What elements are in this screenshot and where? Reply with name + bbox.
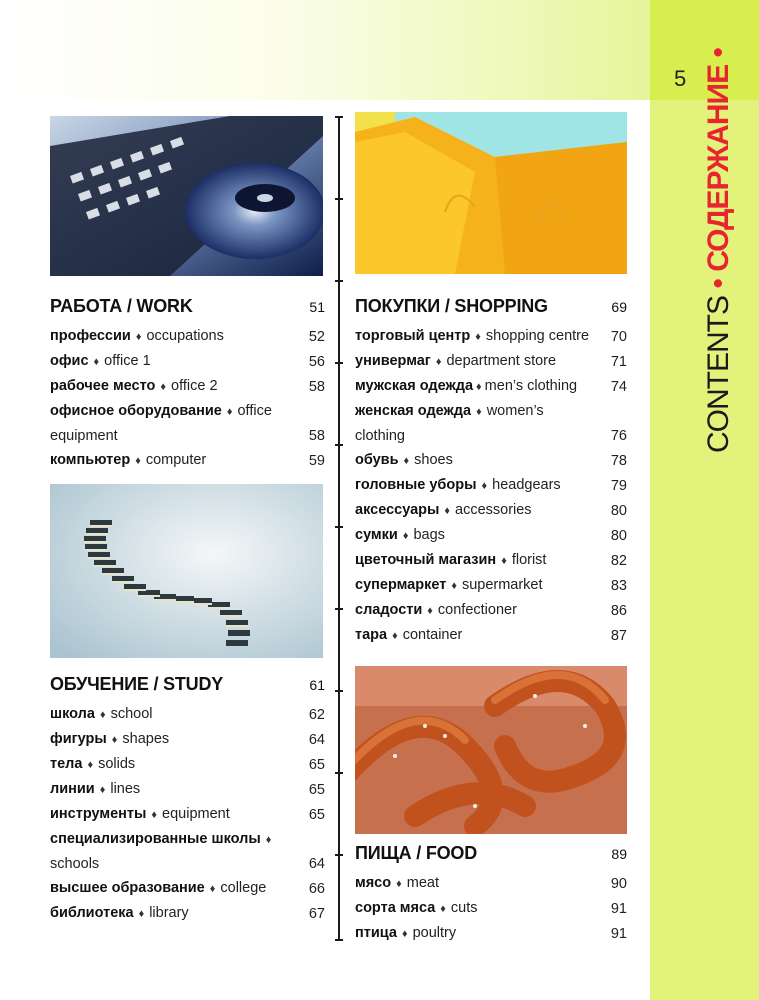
toc-entry[interactable]: сумки ♦ bags 80 [355,527,627,544]
section-study [50,674,325,926]
contents-label: CONTENTS [702,296,735,453]
laptop-photo [50,116,323,276]
top-band [0,0,650,100]
toc-entry[interactable]: специализированные школы ♦ schools 64 [50,831,325,872]
pretzels-photo [355,666,627,834]
toc-entry[interactable]: библиотека ♦ library 67 [50,905,325,922]
toc-entry[interactable]: универмаг ♦ department store 71 [355,353,627,370]
toc-entry[interactable]: инструменты ♦ equipment 65 [50,806,325,823]
toc-entry[interactable]: рабочее место ♦ office 2 58 [50,378,325,395]
toc-entry[interactable]: цветочный магазин ♦ florist 82 [355,552,627,569]
toc-entry[interactable]: тара ♦ container 87 [355,627,627,644]
toc-entry[interactable]: мужская одежда ♦ men’s clothing 74 [355,378,627,395]
side-title: CONTENTS • СОДЕРЖАНИЕ • [702,48,735,453]
section-shopping [355,296,627,648]
section-heading: ОБУЧЕНИЕ / STUDY 61 [50,674,325,694]
toc-entry[interactable]: офис ♦ office 1 56 [50,353,325,370]
section-heading: ПОКУПКИ / SHOPPING 69 [355,296,627,316]
toc-entry[interactable]: обувь ♦ shoes 78 [355,452,627,469]
toc-entry[interactable]: торговый центр ♦ shopping centre 70 [355,328,627,345]
section-food [355,843,627,946]
stairs-books-photo [50,484,323,658]
divider-ticks [335,116,343,941]
toc-entry[interactable]: тела ♦ solids 65 [50,756,325,773]
toc-entry[interactable]: линии ♦ lines 65 [50,781,325,798]
page-number: 5 [674,66,687,91]
toc-entry[interactable]: высшее образование ♦ college 66 [50,880,325,897]
toc-entry[interactable]: фигуры ♦ shapes 64 [50,731,325,748]
toc-entry[interactable]: офисное оборудование ♦ office equipment 58 [50,403,325,444]
toc-entry[interactable]: мясо ♦ meat 90 [355,875,627,892]
section-heading: ПИЩА / FOOD 89 [355,843,627,863]
toc-entry[interactable]: сладости ♦ confectioner 86 [355,602,627,619]
toc-entry[interactable]: сорта мяса ♦ cuts 91 [355,900,627,917]
toc-entry[interactable]: женская одежда ♦ women’s clothing 76 [355,403,627,444]
toc-entry[interactable]: птица ♦ poultry 91 [355,925,627,942]
section-heading: РАБОТА / WORK 51 [50,296,325,316]
toc-entry[interactable]: профессии ♦ occupations 52 [50,328,325,345]
toc-entry[interactable]: аксессуары ♦ accessories 80 [355,502,627,519]
toc-entry[interactable]: школа ♦ school 62 [50,706,325,723]
section-work [50,296,325,473]
contents-title-ru: СОДЕРЖАНИЕ [702,64,735,272]
toc-entry[interactable]: компьютер ♦ computer 59 [50,452,325,469]
toc-entry[interactable]: головные уборы ♦ headgears 79 [355,477,627,494]
shopping-bags-photo [355,112,627,274]
toc-entry[interactable]: супермаркет ♦ supermarket 83 [355,577,627,594]
